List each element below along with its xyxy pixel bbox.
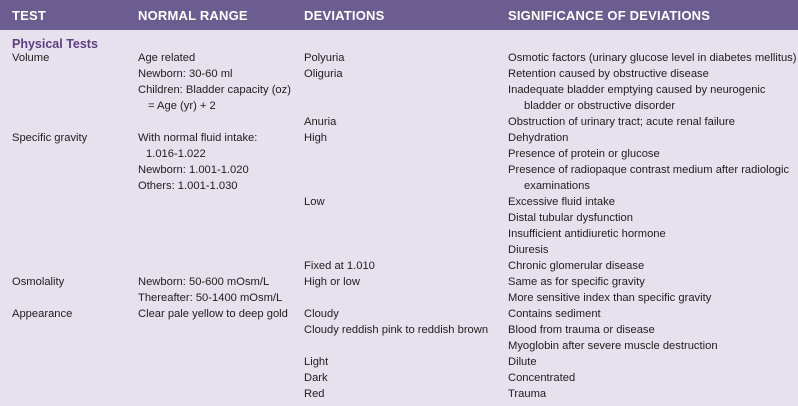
deviation-cell: High or low [304,276,360,288]
header-test: TEST [12,8,47,23]
significance-cell: Inadequate bladder emptying caused by neurogenic [508,84,766,96]
significance-cell: More sensitive index than specific gravity [508,292,712,304]
significance-cell: Presence of protein or glucose [508,148,660,160]
normal-range-cell: Newborn: 50-600 mOsm/L [138,276,270,288]
normal-range-cell: Others: 1.001-1.030 [138,180,238,192]
header-normal-range: NORMAL RANGE [138,8,248,23]
deviation-cell: Low [304,196,325,208]
normal-range-cell: Age related [138,52,196,64]
normal-range-cell: Clear pale yellow to deep gold [138,308,288,320]
normal-range-cell: Newborn: 1.001-1.020 [138,164,249,176]
section-title: Physical Tests [12,37,98,51]
significance-cell: Distal tubular dysfunction [508,212,633,224]
significance-cell: Excessive fluid intake [508,196,615,208]
significance-cell: Chronic glomerular disease [508,260,645,272]
normal-range-cell: Newborn: 30-60 ml [138,68,233,80]
significance-cell: Diuresis [508,244,549,256]
deviation-cell: Anuria [304,116,337,128]
significance-cell: Dehydration [508,132,569,144]
significance-cell: Myoglobin after severe muscle destruction [508,340,718,352]
significance-cell: examinations [524,180,590,192]
normal-range-cell: Children: Bladder capacity (oz) [138,84,291,96]
normal-range-cell: 1.016-1.022 [146,148,206,160]
significance-cell: Obstruction of urinary tract; acute renal failure [508,116,735,128]
deviation-cell: High [304,132,328,144]
deviation-cell: Dark [304,372,328,384]
test-cell: Osmolality [12,276,65,288]
deviation-cell: Red [304,388,325,400]
table-header [0,0,798,30]
significance-cell: Retention caused by obstructive disease [508,68,709,80]
deviation-cell: Fixed at 1.010 [304,260,375,272]
significance-cell: Concentrated [508,372,576,384]
significance-cell: bladder or obstructive disorder [524,100,676,112]
normal-range-cell: = Age (yr) + 2 [148,100,216,112]
significance-cell: Same as for specific gravity [508,276,645,288]
significance-cell: Blood from trauma or disease [508,324,655,336]
test-cell: Specific gravity [12,132,88,144]
test-cell: Volume [12,52,50,64]
test-cell: Appearance [12,308,73,320]
significance-cell: Contains sediment [508,308,601,320]
deviation-cell: Oliguria [304,68,343,80]
significance-cell: Trauma [508,388,547,400]
header-deviations: DEVIATIONS [304,8,385,23]
header-significance: SIGNIFICANCE OF DEVIATIONS [508,8,711,23]
significance-cell: Dilute [508,356,537,368]
significance-cell: Insufficient antidiuretic hormone [508,228,666,240]
significance-cell: Presence of radiopaque contrast medium after radiologic [508,164,790,176]
deviation-cell: Cloudy reddish pink to reddish brown [304,324,489,336]
deviation-cell: Polyuria [304,52,345,64]
significance-cell: Osmotic factors (urinary glucose level in diabetes mellitus) [508,52,797,64]
deviation-cell: Cloudy [304,308,339,320]
deviation-cell: Light [304,356,329,368]
normal-range-cell: Thereafter: 50-1400 mOsm/L [138,292,283,304]
normal-range-cell: With normal fluid intake: [138,132,258,144]
